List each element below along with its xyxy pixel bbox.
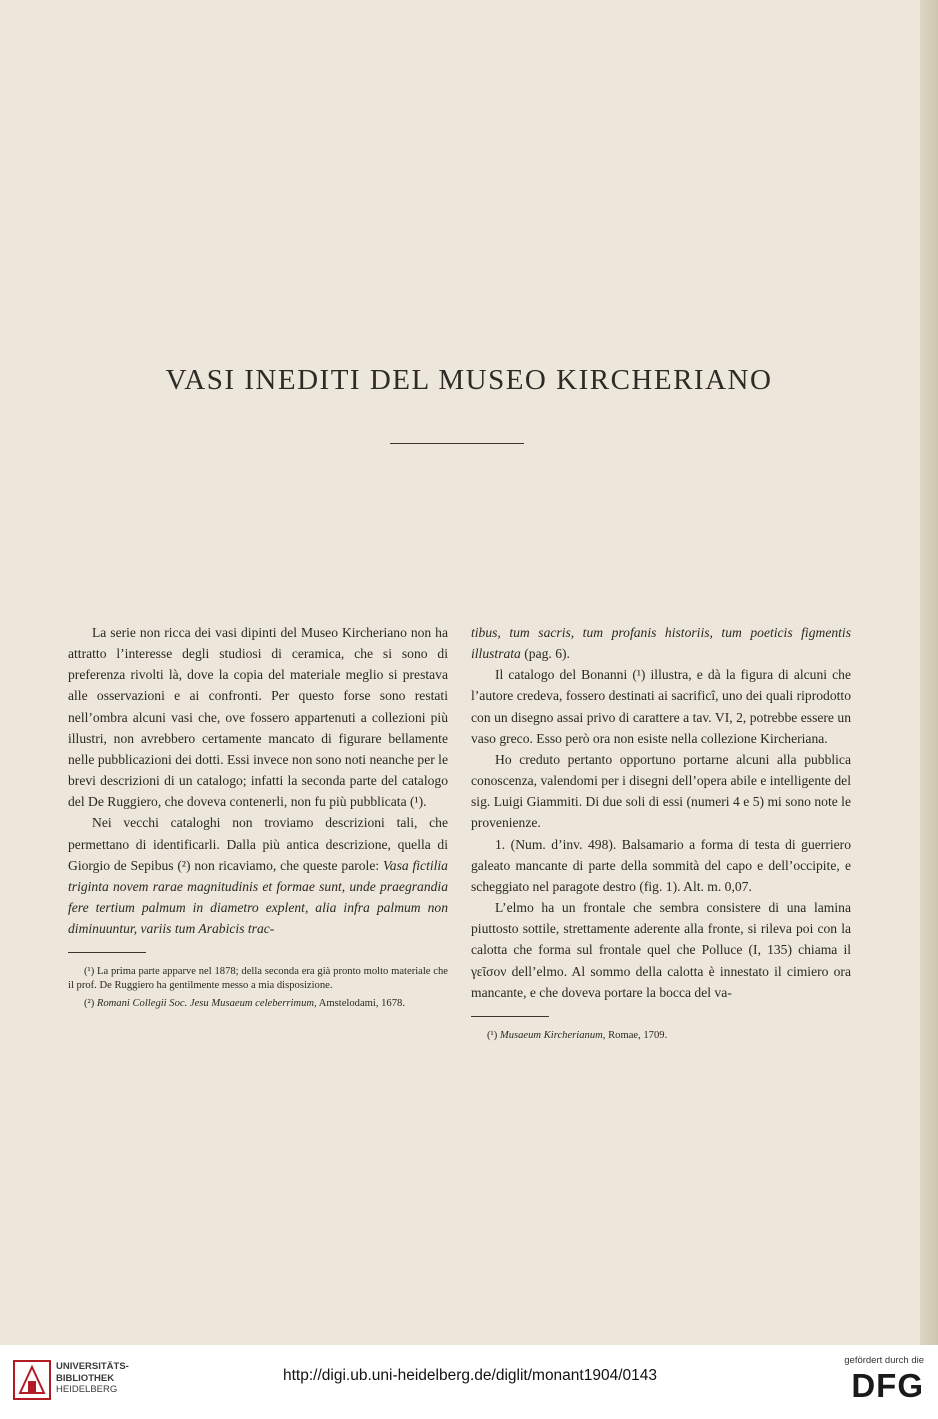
quote-continuation-italic: tibus, tum sacris, tum profanis historiis, tum poeticis figmentis illustrata <box>471 625 851 662</box>
dfg-logo: DFG <box>851 1367 924 1404</box>
paragraph-2-text: Nei vecchi cataloghi non troviamo descrizioni tali, che permettano di identificarli. Dalla più antica descrizione, quella di Giorgio de Sepibus (²) non ricaviamo, che queste parole: <box>68 815 448 873</box>
source-url-link[interactable]: http://digi.ub.uni-heidelberg.de/diglit/monant1904/0143 <box>283 1367 657 1384</box>
footnote-divider-right <box>471 1016 549 1017</box>
quote-continuation <box>471 622 851 664</box>
paragraph-1: La serie non ricca dei vasi dipinti del Museo Kircheriano non ha attratto l’interesse degli studiosi di ceramica, che si sono di preferenza rivolti là, dove la copia del materiale meglio si prestava alle osservazioni e ai confronti. Per questo forse sono restati nell’ombra alcuni vasi che, ove fossero appartenuti a collezioni più illustri, non avrebbero certamente mancato di figurare bellamente nelle pubblicazioni dei dotti. Essi invece non sono noti neanche per le brevi descrizioni di un catalogo; infatti la seconda parte del catalogo del De Ruggiero, che doveva contenerli, non fu più pubblicata (¹). <box>68 625 448 810</box>
right-column <box>471 622 851 1042</box>
footnote-r1-title: Musaeum Kircherianum, <box>499 1029 606 1041</box>
left-column <box>68 622 448 1010</box>
footnote-2-title: Romani Collegii Soc. Jesu Musaeum celeberrimum, <box>96 997 317 1009</box>
footnote-2-mark: (²) <box>84 997 95 1009</box>
paragraph-2 <box>68 812 448 939</box>
footnote-r1 <box>471 1029 851 1043</box>
library-name-line3: HEIDELBERG <box>56 1384 118 1395</box>
latin-quote: Vasa fictilia triginta novem rarae magnitudinis et formae sunt, unde praegrandia fere tertium palmum in diametro explent, alia infra palmum non diminuuntur, variis tum Arabicis trac- <box>68 857 448 937</box>
library-name-line1: UNIVERSITÄTS- <box>56 1361 129 1372</box>
library-name <box>56 1361 146 1396</box>
paragraph-3: Il catalogo del Bonanni (¹) illustra, e dà la figura di alcuni che l’autore credeva, fossero destinati ai sacrificî, uno dei quali riprodotto con un disegno assai privo di carattere a tav. VI, 2, potrebbe essere un vaso greco. Esso però ora non esiste nella collezione Kircheriana. <box>471 667 851 746</box>
footnote-2-place: Amstelodami, 1678. <box>318 997 405 1009</box>
article-title: VASI INEDITI DEL MUSEO KIRCHERIANO <box>165 364 773 396</box>
footnote-divider <box>68 952 146 953</box>
university-library-logo-icon <box>12 1359 52 1401</box>
footnote-1: (¹) La prima parte apparve nel 1878; della seconda era già pronto molto materiale che il prof. De Ruggiero ha gentilmente messo a mia disposizione. <box>68 966 448 991</box>
title-divider <box>390 443 524 444</box>
footnote-2 <box>68 997 448 1011</box>
funded-by-label: gefördert durch die <box>844 1355 924 1366</box>
paragraph-4: Ho creduto pertanto opportuno portarne alcuni alla pubblica conoscenza, valendomi per i disegni dell’opera abile e intelligente del sig. Luigi Giammiti. Di due soli di essi (numeri 4 e 5) mi sono note le provenienze. <box>471 751 851 831</box>
funder-block <box>804 1355 924 1404</box>
page-edge-shadow <box>920 0 938 1345</box>
library-name-line2: BIBLIOTHEK <box>56 1372 115 1384</box>
footer-bar <box>0 1345 938 1419</box>
left-footnotes <box>68 965 448 1010</box>
footnote-r1-place: Romae, 1709. <box>605 1029 668 1041</box>
paragraph-5: 1. (Num. d’inv. 498). Balsamario a forma di testa di guerriero galeato mancante di parte della sommità del capo e dell’occipite, e scheggiato nel paragote destro (fig. 1). Alt. m. 0,07. <box>471 836 851 894</box>
footnote-r1-mark: (¹) <box>487 1029 498 1041</box>
paragraph-6: L’elmo ha un frontale che sembra consistere di una lamina piuttosto sottile, strettamente aderente alla fronte, si rileva poi con la calotta che forma sul frontale quel che Polluce (I, 135) chiama il γεῖσον dell’elmo. Al sommo della calotta è innestato il cimiero ora mancante, e che doveva portare la bocca del va- <box>471 900 851 1000</box>
quote-continuation-ref: (pag. 6). <box>520 646 570 662</box>
right-footnotes <box>471 1029 851 1043</box>
